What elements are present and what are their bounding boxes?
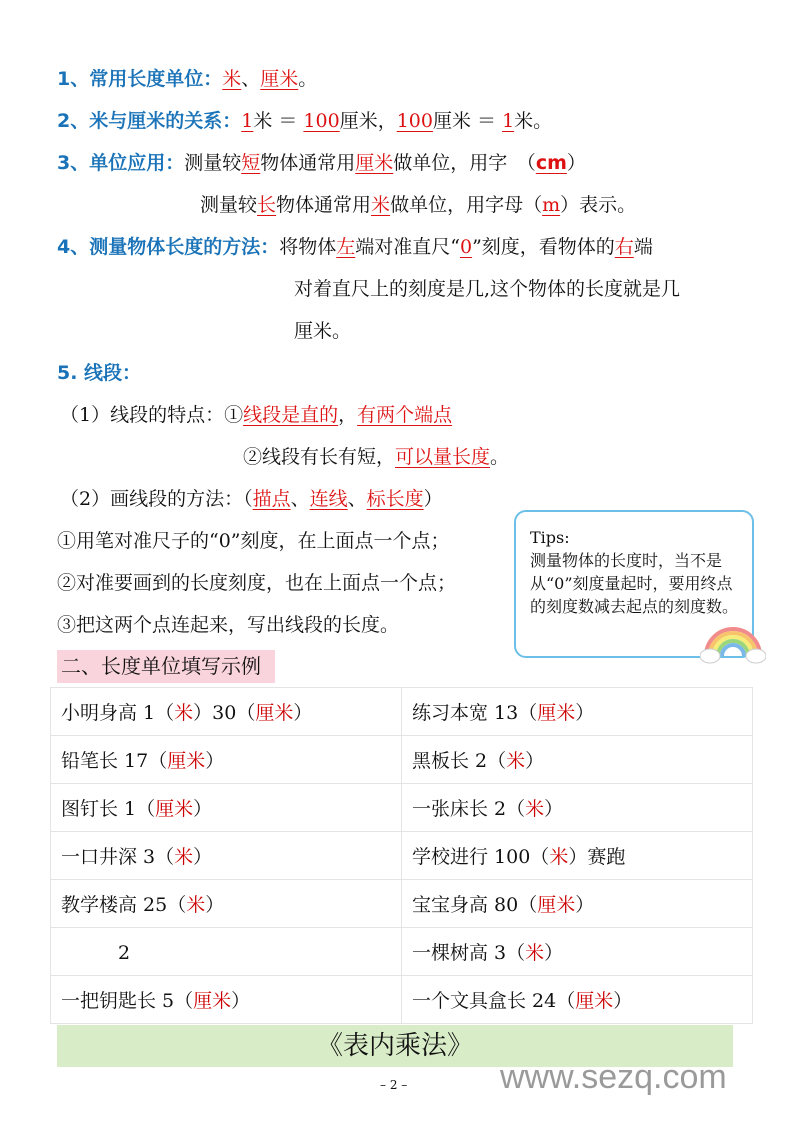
cell-text: 图钉长 1（ — [61, 798, 156, 820]
table-cell — [51, 976, 402, 1024]
answer: 有两个端点 — [357, 404, 453, 426]
answer: 米 — [222, 68, 242, 90]
cell-text: 一张床长 2（ — [412, 798, 526, 820]
page-number: – 2 – — [380, 1078, 408, 1092]
answer: 100 — [396, 110, 433, 132]
unit-answer: 厘米 — [155, 798, 194, 820]
text: 物体通常用 — [276, 194, 372, 216]
cell-text: ） — [525, 750, 545, 772]
cell-text: 宝宝身高 80（ — [412, 894, 538, 916]
text: ”刻度，看物体的 — [472, 236, 615, 258]
table-row — [51, 736, 753, 784]
cell-text: ） — [231, 990, 251, 1012]
text: 厘米 ＝ — [432, 110, 497, 132]
text: 、 — [347, 488, 367, 510]
segment-feature-1 — [60, 402, 452, 428]
text: 测量较 — [200, 194, 258, 216]
segment-method — [60, 486, 443, 512]
text: 物体通常用 — [260, 152, 356, 174]
item-4 — [57, 234, 653, 260]
answer: 0 — [459, 236, 473, 258]
unit-answer: 米 — [525, 942, 545, 964]
table-cell — [402, 784, 753, 832]
tips-text: 测量物体的长度时，当不是从“0”刻度量起时，要用终点的刻度数减去起点的刻度数。 — [530, 551, 739, 616]
rainbow-icon — [700, 612, 766, 664]
table-cell — [402, 688, 753, 736]
table-cell — [402, 928, 753, 976]
answer: 100 — [303, 110, 340, 132]
text: ）表示。 — [560, 194, 637, 216]
answer: cm — [535, 152, 567, 174]
cell-text: 一把钥匙长 5（ — [61, 990, 194, 1012]
table-cell — [51, 736, 402, 784]
text: 、 — [241, 68, 261, 90]
unit-answer: 米 — [174, 846, 194, 868]
next-section-banner: 《表内乘法》 — [57, 1025, 733, 1067]
text: 米。 — [514, 110, 553, 132]
cell-text: 铅笔长 17（ — [61, 750, 168, 772]
text: 、 — [290, 488, 310, 510]
text: 端 — [633, 236, 653, 258]
answer: 右 — [614, 236, 634, 258]
label: 2、米与厘米的关系： — [57, 110, 242, 132]
table-cell — [402, 832, 753, 880]
unit-answer: 厘米 — [255, 702, 294, 724]
cell-text: ） — [205, 750, 225, 772]
cell-text: 小明身高 1（ — [61, 702, 175, 724]
table-row — [51, 688, 753, 736]
item-1 — [57, 66, 317, 92]
label: 3、单位应用： — [57, 152, 185, 174]
cell-text: 一口井深 3（ — [61, 846, 175, 868]
table-cell — [51, 688, 402, 736]
watermark: www.sezq.com — [500, 1058, 727, 1096]
unit-answer: 厘米 — [575, 990, 614, 1012]
step-3: ③把这两个点连起来，写出线段的长度。 — [57, 614, 400, 636]
unit-answer: 米 — [549, 846, 569, 868]
cell-text: ） — [193, 846, 213, 868]
text: ） — [566, 152, 586, 174]
label: 4、测量物体长度的方法： — [57, 236, 280, 258]
answer: 厘米 — [260, 68, 299, 90]
table-row — [51, 784, 753, 832]
cell-text: 一个文具盒长 24（ — [412, 990, 576, 1012]
section-heading: 二、长度单位填写示例 — [57, 650, 275, 683]
unit-answer: 厘米 — [537, 702, 576, 724]
cell-text: 一棵树高 3（ — [412, 942, 526, 964]
item-4-line-2: 对着直尺上的刻度是几,这个物体的长度就是几 — [294, 278, 681, 300]
text: 米 ＝ — [253, 110, 298, 132]
table-cell — [51, 832, 402, 880]
item-3 — [57, 150, 586, 176]
cell-text: ） — [575, 702, 595, 724]
item-5-heading: 5. 线段： — [57, 362, 142, 384]
unit-answer: 米 — [506, 750, 526, 772]
text: ， — [338, 404, 358, 426]
text: 将物体 — [279, 236, 337, 258]
table-cell — [51, 928, 402, 976]
table-row — [51, 880, 753, 928]
table-cell — [51, 784, 402, 832]
text: ） — [423, 488, 443, 510]
cell-text: 2 — [61, 942, 131, 964]
label: 1、常用长度单位： — [57, 68, 223, 90]
unit-answer: 厘米 — [193, 990, 232, 1012]
item-2 — [57, 108, 552, 134]
table-row — [51, 976, 753, 1024]
answer: 长 — [257, 194, 277, 216]
cell-text: ） — [613, 990, 633, 1012]
answer: 1 — [502, 110, 515, 132]
cell-text: ） — [544, 798, 564, 820]
text: 。 — [298, 68, 318, 90]
answer: 连线 — [309, 488, 348, 510]
cell-text: ） — [193, 798, 213, 820]
cell-text: 黑板长 2（ — [412, 750, 507, 772]
answer: 标长度 — [366, 488, 424, 510]
item-4-line-3: 厘米。 — [294, 320, 352, 342]
cell-text: ）30（ — [193, 702, 256, 724]
answer: 描点 — [252, 488, 291, 510]
answer: 线段是直的 — [243, 404, 339, 426]
step-1: ①用笔对准尺子的“0”刻度，在上面点一个点； — [57, 530, 450, 552]
tips-title: Tips: — [530, 528, 570, 547]
unit-answer: 米 — [186, 894, 206, 916]
text: 做单位，用字母（ — [390, 194, 543, 216]
text: （2）画线段的方法：（ — [60, 488, 253, 510]
unit-answer: 米 — [174, 702, 194, 724]
text: （1）线段的特点：① — [60, 404, 244, 426]
cell-text: 练习本宽 13（ — [412, 702, 538, 724]
segment-feature-2 — [243, 444, 509, 470]
text: 做单位，用字 （ — [393, 152, 536, 174]
text: 。 — [490, 446, 510, 468]
text: 端对准直尺“ — [355, 236, 460, 258]
table-row — [51, 832, 753, 880]
cell-text: 学校进行 100（ — [412, 846, 550, 868]
answer: 厘米 — [355, 152, 394, 174]
text: ②线段有长有短， — [243, 446, 396, 468]
table-row — [51, 928, 753, 976]
text: 测量较 — [184, 152, 242, 174]
step-2: ②对准要画到的长度刻度，也在上面点一个点； — [57, 572, 457, 594]
answer: 米 — [371, 194, 391, 216]
table-cell — [51, 880, 402, 928]
answer: 可以量长度 — [395, 446, 491, 468]
table-cell — [402, 880, 753, 928]
answer: m — [542, 194, 561, 216]
cell-text: 教学楼高 25（ — [61, 894, 187, 916]
unit-answer: 米 — [525, 798, 545, 820]
cell-text: ）赛跑 — [568, 846, 626, 868]
examples-table — [50, 687, 753, 1024]
table-cell — [402, 976, 753, 1024]
cell-text: ） — [575, 894, 595, 916]
cell-text: ） — [293, 702, 313, 724]
table-cell — [402, 736, 753, 784]
cell-text: ） — [205, 894, 225, 916]
text: 厘米， — [339, 110, 397, 132]
cell-text: ） — [544, 942, 564, 964]
item-3-line-2 — [200, 192, 636, 218]
answer: 左 — [336, 236, 356, 258]
unit-answer: 厘米 — [537, 894, 576, 916]
answer: 1 — [241, 110, 254, 132]
answer: 短 — [241, 152, 261, 174]
unit-answer: 厘米 — [167, 750, 206, 772]
